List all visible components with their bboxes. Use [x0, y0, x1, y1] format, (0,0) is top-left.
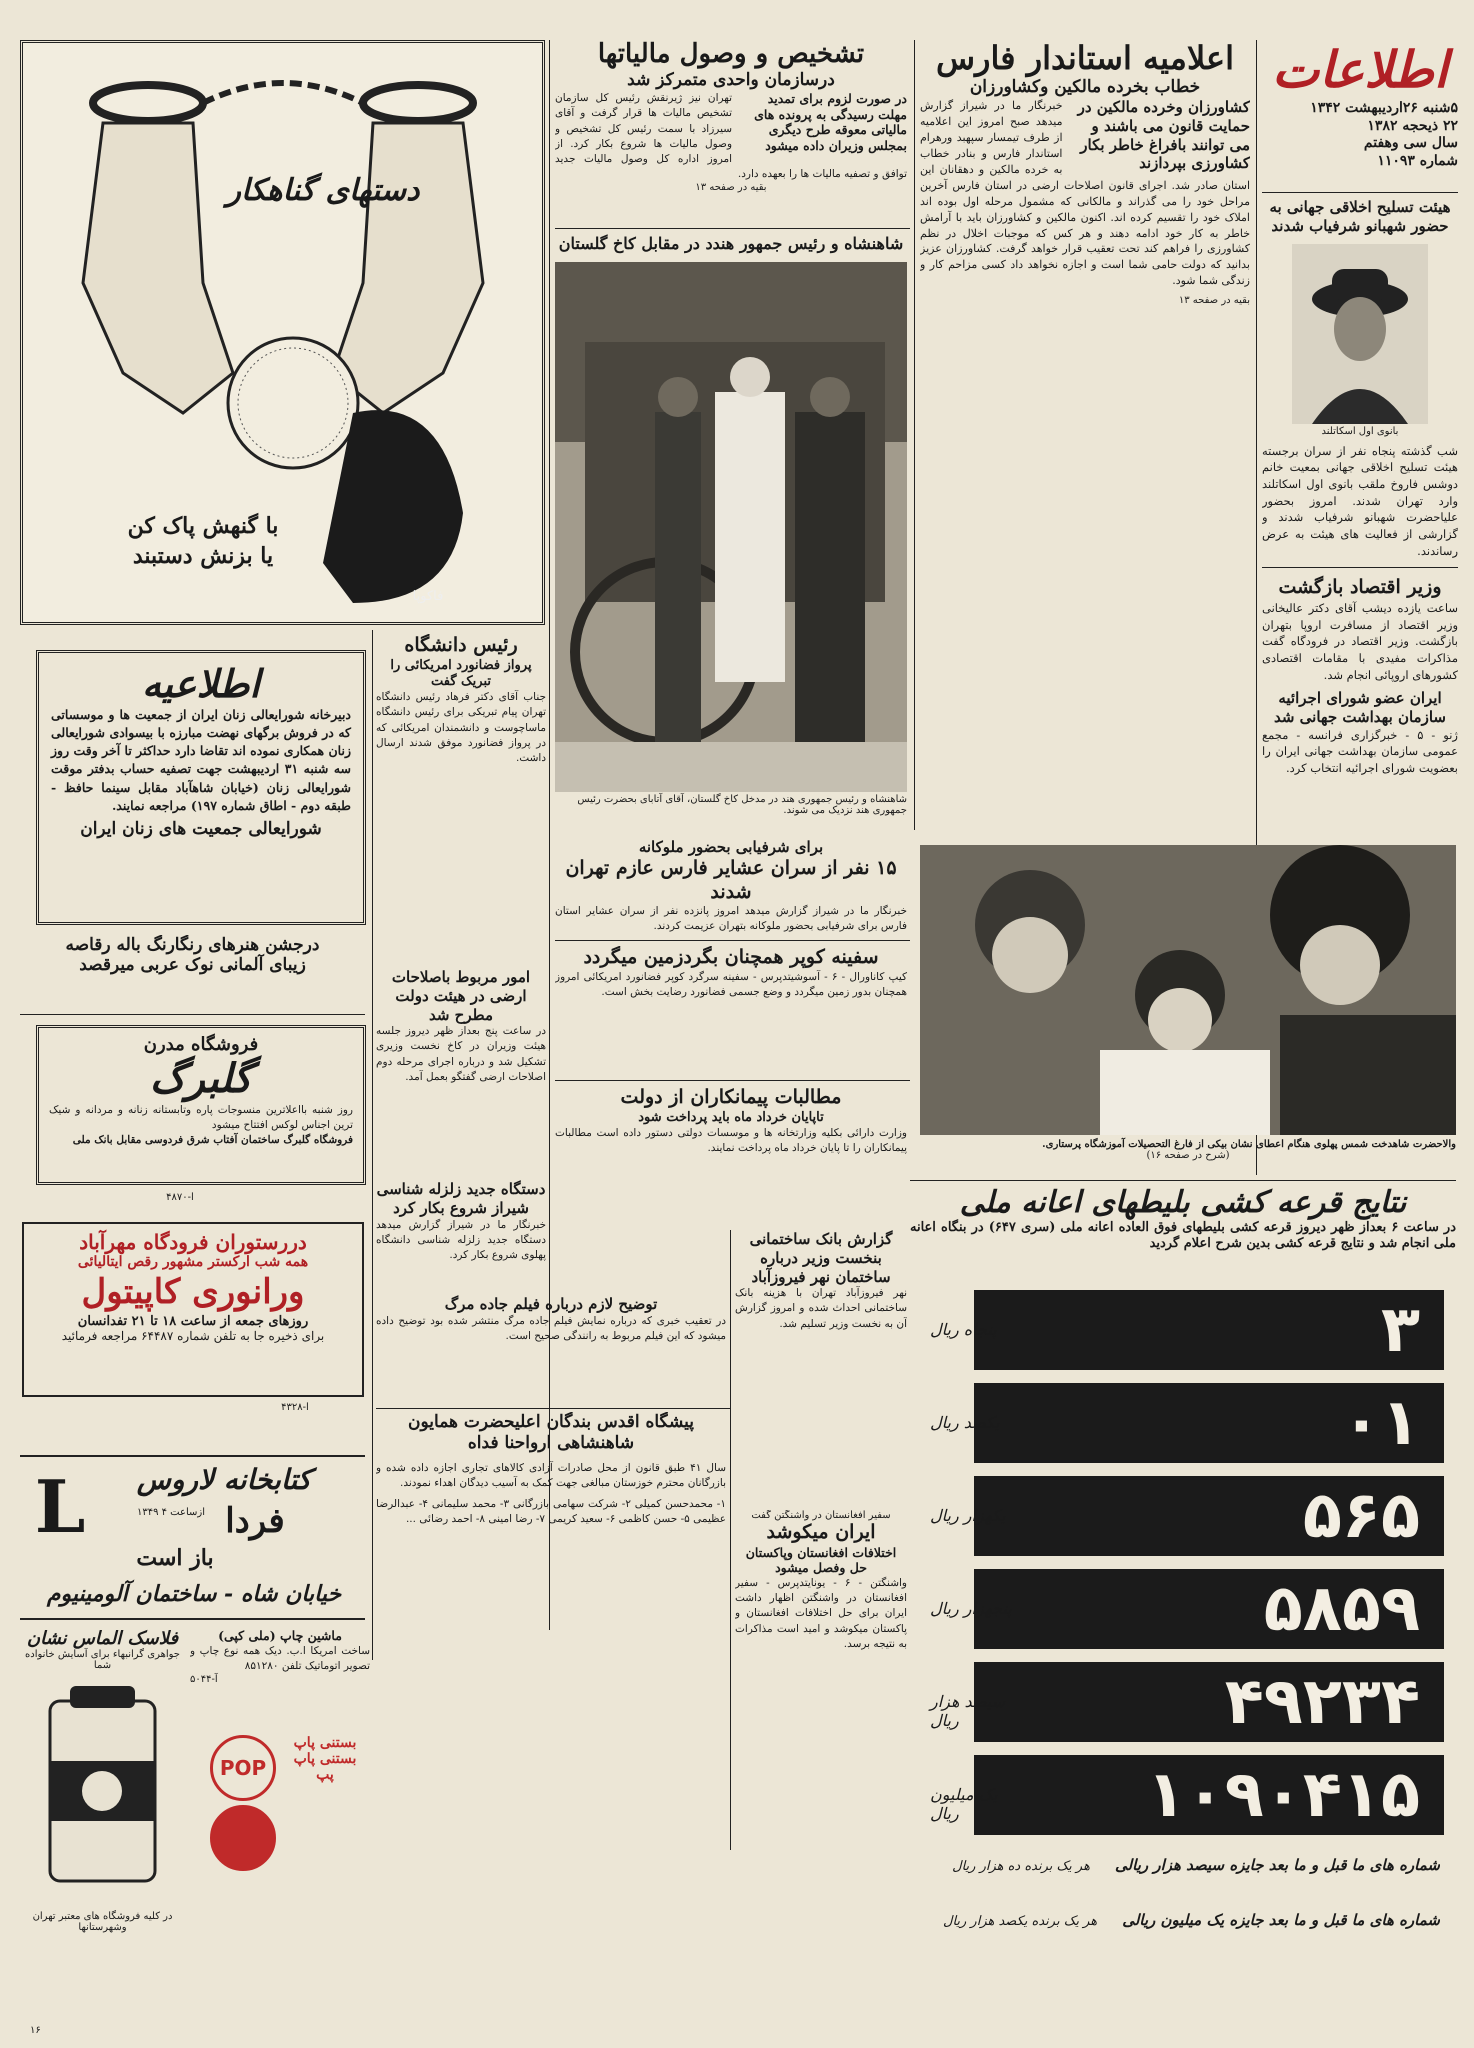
date-line-3: سال سی وهفتم — [1363, 135, 1458, 151]
notice-text: دبیرخانه شورایعالی زنان ایران از جمعیت ها و موسساتی که در فروش برگهای نهضت مبارزه با بیسوادی شورایعالی زنان همکاری نموده اند تقاضا دارد حداکثر تا آخر وقت روز سه شنبه ۳۱ اردیبهشت جهت تصفیه حساب بدفتر موقت شورایعالی زنان (خیابان شاهآباد مقابل سینما حافظ - طبقه دوم - اطاق شماره ۱۹۷) مراجعه نمایند. — [51, 707, 351, 813]
lottery-rule-text: شماره های ما قبل و ما بعد جایزه یک میلیون ریالی — [1122, 1911, 1440, 1929]
notice-women-council — [36, 650, 366, 925]
lottery-rule-prize: هر یک برنده یکصد هزار ریال — [943, 1914, 1098, 1929]
article-fars-tribes — [555, 838, 907, 938]
article-subhead: پرواز فضانورد امریکائی را تبریک گفت — [390, 657, 532, 689]
article-tax — [555, 40, 907, 225]
ad-name: گلبرگ — [149, 1055, 253, 1102]
article-subhead: درسازمان واحدی متمرکز شد — [627, 69, 835, 90]
photo-main-story — [555, 234, 907, 834]
lottery-rule — [920, 1855, 1440, 1895]
ad-text: بستنی پاپ بستنی پاپ پپ — [293, 1735, 357, 1783]
ad-restaurant-mehrabad — [22, 1222, 364, 1397]
masthead-logo: اطلاعات — [1272, 40, 1448, 99]
article-headline: هیئت تسلیح اخلاقی جهانی به حضور شهبانو شرفیاب شدند — [1269, 198, 1451, 235]
continued-note: بقیه در صفحه ۱۳ — [1178, 295, 1250, 307]
article-headline: دستگاه جدید زلزله شناسی شیراز شروع بکار کرد — [376, 1180, 546, 1217]
article-list: ۱- محمدحسن کمیلی ۲- شرکت سهامی بازرگانی ۳- محمد سلیمانی ۴- عبدالرضا عظیمی ۵- حسن کاظمی ۶- سعید کریمی ۷- رضا امینی ۸- احمد رضائی ... — [376, 1497, 726, 1526]
photo-headline: شاهنشاه و رئیس جمهور هندد در مقابل کاخ گلستان — [558, 234, 904, 253]
ad-title: ماشین چاپ (ملی کپی) — [218, 1628, 342, 1643]
date-line-4: شماره ۱۱۰۹۳ — [1377, 152, 1458, 169]
notice-title: اطلاعیه — [142, 661, 260, 706]
ad-day: فردا — [225, 1501, 285, 1541]
divider — [1262, 192, 1458, 193]
ad-larousse-bookshop — [20, 1455, 365, 1620]
article-subhead: کشاورزان وخرده مالکین در حمایت قانون می باشند و می توانند بافراغ خاطر بکار کشاورزی بپردازند — [1077, 98, 1250, 173]
article-headline: پیشگاه اقدس بندگان اعلیحضرت همایون شاهنشاهی ارواحنا فداه — [408, 1412, 694, 1454]
lottery-number: ۴۹۲۳۴ — [974, 1662, 1444, 1742]
lottery-number: ۵۶۵ — [974, 1476, 1444, 1556]
lottery-number: ۰۱ — [974, 1383, 1444, 1463]
article-construction-bank — [735, 1230, 907, 1500]
article-headline: ایران عضو شورای اجرائیه سازمان بهداشت جهانی شد — [1274, 689, 1446, 727]
lottery-prize: یک میلیون ریال — [930, 1785, 998, 1823]
article-earthquake — [376, 1180, 546, 1290]
ad-ballet-festival — [20, 935, 365, 1015]
ad-line-3: روزهای جمعه از ساعت ۱۸ تا ۲۱ تفدانسان — [77, 1314, 309, 1329]
article-headline: ایران میکوشد — [766, 1521, 876, 1543]
article-headline: سفینه کوپر همچنان بگردزمین میگردد — [583, 946, 879, 968]
ad-printing-machine — [190, 1628, 370, 1723]
ad-handcuffs — [20, 40, 545, 625]
lottery-prize: پنجهزار ریال — [930, 1599, 1012, 1618]
ad-line-1: دررستوران فرودگاه مهرآباد — [79, 1230, 307, 1254]
lottery-rule-prize: هر یک برنده ده هزار ریال — [952, 1859, 1090, 1874]
article-subhead: در صورت لزوم برای تمدید مهلت رسیدگی به پرونده های مالیاتی معوقه طرح دیگری بمجلس وزیران داده میشود — [754, 91, 907, 154]
portrait-illustration — [1292, 244, 1428, 424]
lottery-prize: یکهزار ریال — [930, 1506, 1006, 1525]
ad-slogan-1: با گنهش پاک کن — [127, 513, 279, 539]
article-headline: اعلامیه استاندار فارس — [935, 40, 1235, 77]
ad-slogan-2: یا بزنش دستبند — [132, 543, 274, 569]
photo-shah-president — [555, 262, 907, 792]
lottery-number: ۳ — [974, 1290, 1444, 1370]
article-subhead: خطاب بخرده مالکین وکشاورزان — [969, 76, 1201, 97]
photo-illustration — [920, 845, 1456, 1135]
article-subhead: اختلافات افغانستان وپاکستان حل وفصل میشود — [745, 1544, 897, 1576]
ad-distributors: در کلیه فروشگاه های معتبر تهران وشهرستانها — [32, 1911, 173, 1933]
ad-text: ساخت امریکا ا.ب. دیک همه نوع چاپ و تصویر اتوماتیک تلفن ۸۵۱۲۸۰ — [190, 1644, 370, 1672]
article-headline: وزیر اقتصاد بازگشت — [1278, 576, 1442, 599]
ad-line-1: درجشن هنرهای رنگارنگ باله رقاصه — [65, 935, 320, 955]
article-headline: تشخیص و وصول مالیاتها — [597, 40, 865, 69]
article-text: جناب آقای دکتر فرهاد رئیس دانشگاه تهران پیام تبریکی برای رئیس دانشگاه ماساچوست و دانشمندان امریکائی که در پرواز فضانورد موفق شدند ارسال داشت. — [376, 691, 546, 765]
article-headline: امور مربوط باصلاحات ارضی در هیئت دولت مطرح شد — [391, 968, 531, 1024]
photo-duchess — [1292, 244, 1428, 424]
lottery-number: ۱۰۹۰۴۱۵ — [974, 1755, 1444, 1835]
ad-flask — [20, 1628, 185, 2028]
continued-note: بقیه در صفحه ۱۳ — [695, 182, 767, 194]
ad-brand: فاکوپا — [412, 589, 444, 604]
ad-name: کتابخانه لاروس — [136, 1463, 312, 1496]
photo-illustration — [555, 262, 907, 792]
ad-pop-icecream — [190, 1725, 370, 2025]
ad-code: آ-۴۳۲۸ — [281, 1402, 309, 1413]
ad-code: آ-۴۸۷۰ — [166, 1192, 194, 1203]
ad-brand: POP — [210, 1735, 276, 1801]
article-text: ژنو - ۵ - خبرگزاری فرانسه - مجمع عمومی سازمان بهداشت جهانی ایران را بعضویت شورای اجرائیه انتخاب کرد. — [1262, 727, 1458, 776]
article-headline: توضیح لازم درباره فیلم جاده مرگ — [444, 1295, 658, 1313]
article-text: تهران نیز ژیرنقش رئیس کل سازمان تشخیص مالیات ها قرار گرفت و آقای سیرزاد با سمت رئیس کل تشخیص و وصول مالیات ها شروع بکار کرد. از امروز اداره کل وصول مالیات جدید توافق و تصفیه مالیات ها را بعهده دارد. — [555, 92, 907, 181]
article-text: شب گذشته پنجاه نفر از سران برجسته هیئت تسلیح اخلاقی جهانی بمعیت خانم دوشس فاروخ ملقب بانوی اول اسکاتلند وارد تهران شدند. امروز بحضور علیاحضرت شهبانو شرفیاب شدند و گزارشی از فعالیت های هیئت به عرض رساندند. — [1262, 443, 1458, 558]
ad-name: ورانوری کاپیتول — [81, 1272, 305, 1312]
photo-caption: شاهنشاه و رئیس جمهوری هند در مدخل کاخ گلستان، آقای آتابای بحضرت رئیس جمهوری هند نزدیک می شوند. — [577, 794, 907, 816]
article-land-reform — [376, 968, 546, 1168]
photo-nursing-graduation — [920, 845, 1456, 1175]
article-headline: رئیس دانشگاه — [404, 634, 518, 656]
article-text: در ساعت پنج بعداز ظهر دیروز جلسه هیئت وزیران در کاخ نخست وزیری تشکیل شد و درباره اجرای مرحله دوم اصلاحات ارضی گفتگو بعمل آمد. — [376, 1025, 546, 1083]
ad-title: دستهای گناهکار — [226, 173, 420, 208]
article-text: کیپ کاناورال - ۶ - آسوشیتدپرس - سفینه سرگرد کوپر فضانورد امریکائی امروز همچنان بدور زمین میگردد و وضع جسمی فضانورد رضایت بخش است. — [555, 970, 907, 998]
lottery-number: ۵۸۵۹ — [974, 1569, 1444, 1649]
article-contractors — [555, 1086, 907, 1226]
lottery-results — [910, 1185, 1456, 1280]
lottery-rule-text: شماره های ما قبل و ما بعد جایزه سیصد هزار ریالی — [1115, 1856, 1440, 1874]
article-headline: ۱۵ نفر از سران عشایر فارس عازم تهران شدند — [565, 856, 897, 903]
ad-title: فروشگاه مدرن — [143, 1034, 259, 1055]
lottery-prize: سیصد هزار ریال — [930, 1692, 1006, 1730]
ad-open: باز است — [136, 1545, 214, 1571]
article-kicker: سفیر افغانستان در واشنگتن گفت — [751, 1510, 891, 1521]
article-text: ساعت یازده دیشب آقای دکتر عالیخانی وزیر اقتصاد از مسافرت اروپا بتهران بازگشت. وزیر اقتصاد در فرودگاه گفت مذاکرات مفیدی با مقامات اقتصادی کشورهای اروپائی انجام شد. — [1262, 600, 1458, 682]
notice-signature: شورایعالی جمعیت های زنان ایران — [80, 818, 322, 839]
ad-text: جواهری گرانبهاء برای آسایش خانواده شما — [25, 1649, 180, 1671]
article-donation — [376, 1412, 726, 1852]
lottery-intro: در ساعت ۶ بعداز ظهر دیروز قرعه کشی بلیطهای فوق العاده اعانه ملی (سری ۶۴۷) در بنگاه اعانه ملی انجام شد و نتایج قرعه کشی بدین شرح اعلام گردید — [910, 1220, 1456, 1252]
date-line-2: ۲۲ ذیحجه ۱۳۸۲ — [1367, 117, 1458, 134]
ad-since: ازساعت ۴ ۱۳۴۹ — [136, 1507, 205, 1518]
photo-continued: (شرح در صفحه ۱۶) — [1146, 1150, 1230, 1161]
ad-code: آ-۵۰۴۴ — [190, 1674, 218, 1686]
lottery-prize: یکصد ریال — [930, 1413, 1000, 1432]
photo-caption: والاحضرت شاهدخت شمس پهلوی هنگام اعطای نشان بیکی از فارغ التحصیلات آموزشگاه پرستاری. — [1042, 1139, 1456, 1150]
ad-address: خیابان شاه - ساختمان آلومینیوم — [46, 1581, 342, 1607]
lottery-rule — [920, 1910, 1440, 1950]
article-headline: گزارش بانک ساختمانی بنخست وزیر درباره ساختمان نهر فیروزآباد — [749, 1230, 893, 1286]
larousse-logo-icon: L — [34, 1464, 86, 1549]
article-kicker: برای شرفیابی بحضور ملوکانه — [638, 838, 824, 856]
article-text: خبرنگار ما در شیراز گزارش میدهد دستگاه جدید زلزله شناسی دانشگاه پهلوی شروع بکار کرد. — [376, 1218, 546, 1261]
ad-line-2: همه شب ارکستر مشهور رقص ایتالیائی — [77, 1254, 309, 1270]
lottery-headline: نتایج قرعه کشی بلیطهای اعانه ملی — [959, 1185, 1407, 1220]
article-text: در تعقیب خبری که درباره نمایش فیلم جاده مرگ منتشر شده بود توضیح داده میشود که این فیلم مربوط به رانندگی صحیح است. — [376, 1314, 726, 1342]
flask-illustration — [20, 1681, 185, 1901]
pop-logo-icon — [210, 1735, 290, 1875]
article-text: واشنگتن - ۶ - یونایتدپرس - سفیر افغانستان در واشنگتن اظهار داشت ایران برای حل اختلافات افغانستان و پاکستان میکوشد و امید است مذاکرات به نتیجه برسد. — [735, 1577, 907, 1650]
ad-title: فلاسک الماس نشان — [26, 1628, 179, 1649]
article-film — [376, 1295, 726, 1405]
ad-line-4: برای ذخیره جا به تلفن شماره ۶۴۴۸۷ مراجعه فرمائید — [61, 1329, 325, 1343]
article-headline: مطالبات پیمانکاران از دولت — [620, 1086, 842, 1108]
ad-text: روز شنبه بااعلاترین منسوجات پاره وتابستانه زنانه و مردانه و شیک ترین اجناس لوکس افتتاح میشود — [49, 1104, 353, 1132]
ad-golbarg — [36, 1025, 366, 1185]
lottery-prize: پنجاه ریال — [930, 1320, 997, 1339]
article-cooper-spaceship — [555, 946, 907, 1076]
article-text: خبرنگار ما در شیراز گزارش میدهد امروز پانزده نفر از سران عشایر استان فارس برای شرفیابی بحضور ملوکانه بتهران عزیمت کردند. — [555, 905, 907, 933]
article-text: وزارت دارائی بکلیه وزارتخانه ها و موسسات دولتی دستور داده است مطالبات پیمانکاران را تا پایان خرداد ماه پرداخت نمایند. — [555, 1127, 907, 1155]
article-afghanistan — [735, 1510, 907, 1850]
ad-line-2: زیبای آلمانی نوک عربی میرقصد — [79, 955, 306, 975]
photo-caption: بانوی اول اسکاتلند — [1321, 425, 1399, 437]
date-line-1: ۵شنبه ۲۶اردیبهشت ۱۳۴۲ — [1310, 100, 1458, 116]
page-number: ۱۶ — [30, 2025, 41, 2036]
ad-address: فروشگاه گلبرگ ساختمان آفتاب شرق فردوسی مقابل بانک ملی — [72, 1134, 353, 1147]
article-subhead: تاپایان خرداد ماه باید پرداخت شود — [638, 1109, 824, 1125]
article-text: سال ۴۱ طبق قانون از محل صادرات آزادی کالاهای تجاری اجازه داده شده و بازرگانان محترم خوزستان مبالغی جهت کمک به آسیب دیدگان اهداء نمودند. — [376, 1461, 726, 1489]
article-university — [376, 634, 546, 964]
article-text: خبرنگار ما در شیراز گزارش میدهد صبح امروز این اعلامیه از طرف تیمسار سپهبد ورهرام استاندار فارس و بنادر خطاب به خرده مالکین و دهقانان این استان صادر شد. اجرای قانون اصلاحات ارضی در استان فارس آخرین مراحل خود را می گذراند و مالکانی که مشمول مرحله اول بوده اند املاک خود را تقسیم کرده اند. اکنون مالکین و کشاورزان باید با آرامش خاطر به کار خود ادامه دهند و هر کس که موجبات اخلال در نظم کشاورزی را فراهم کند تحت تعقیب قرار خواهد گرفت. کشاورزان عزیز بدانید که دولت حامی شما است و اجازه نخواهد داد کسی مزاحم کار و زندگی شما شود. — [920, 99, 1250, 288]
masthead — [1262, 40, 1458, 190]
article-text: نهر فیروزآباد تهران با هزینه بانک ساختمانی احداث شده و امروز گزارش آن به نخست وزیر تسلیم شد. — [735, 1287, 907, 1330]
